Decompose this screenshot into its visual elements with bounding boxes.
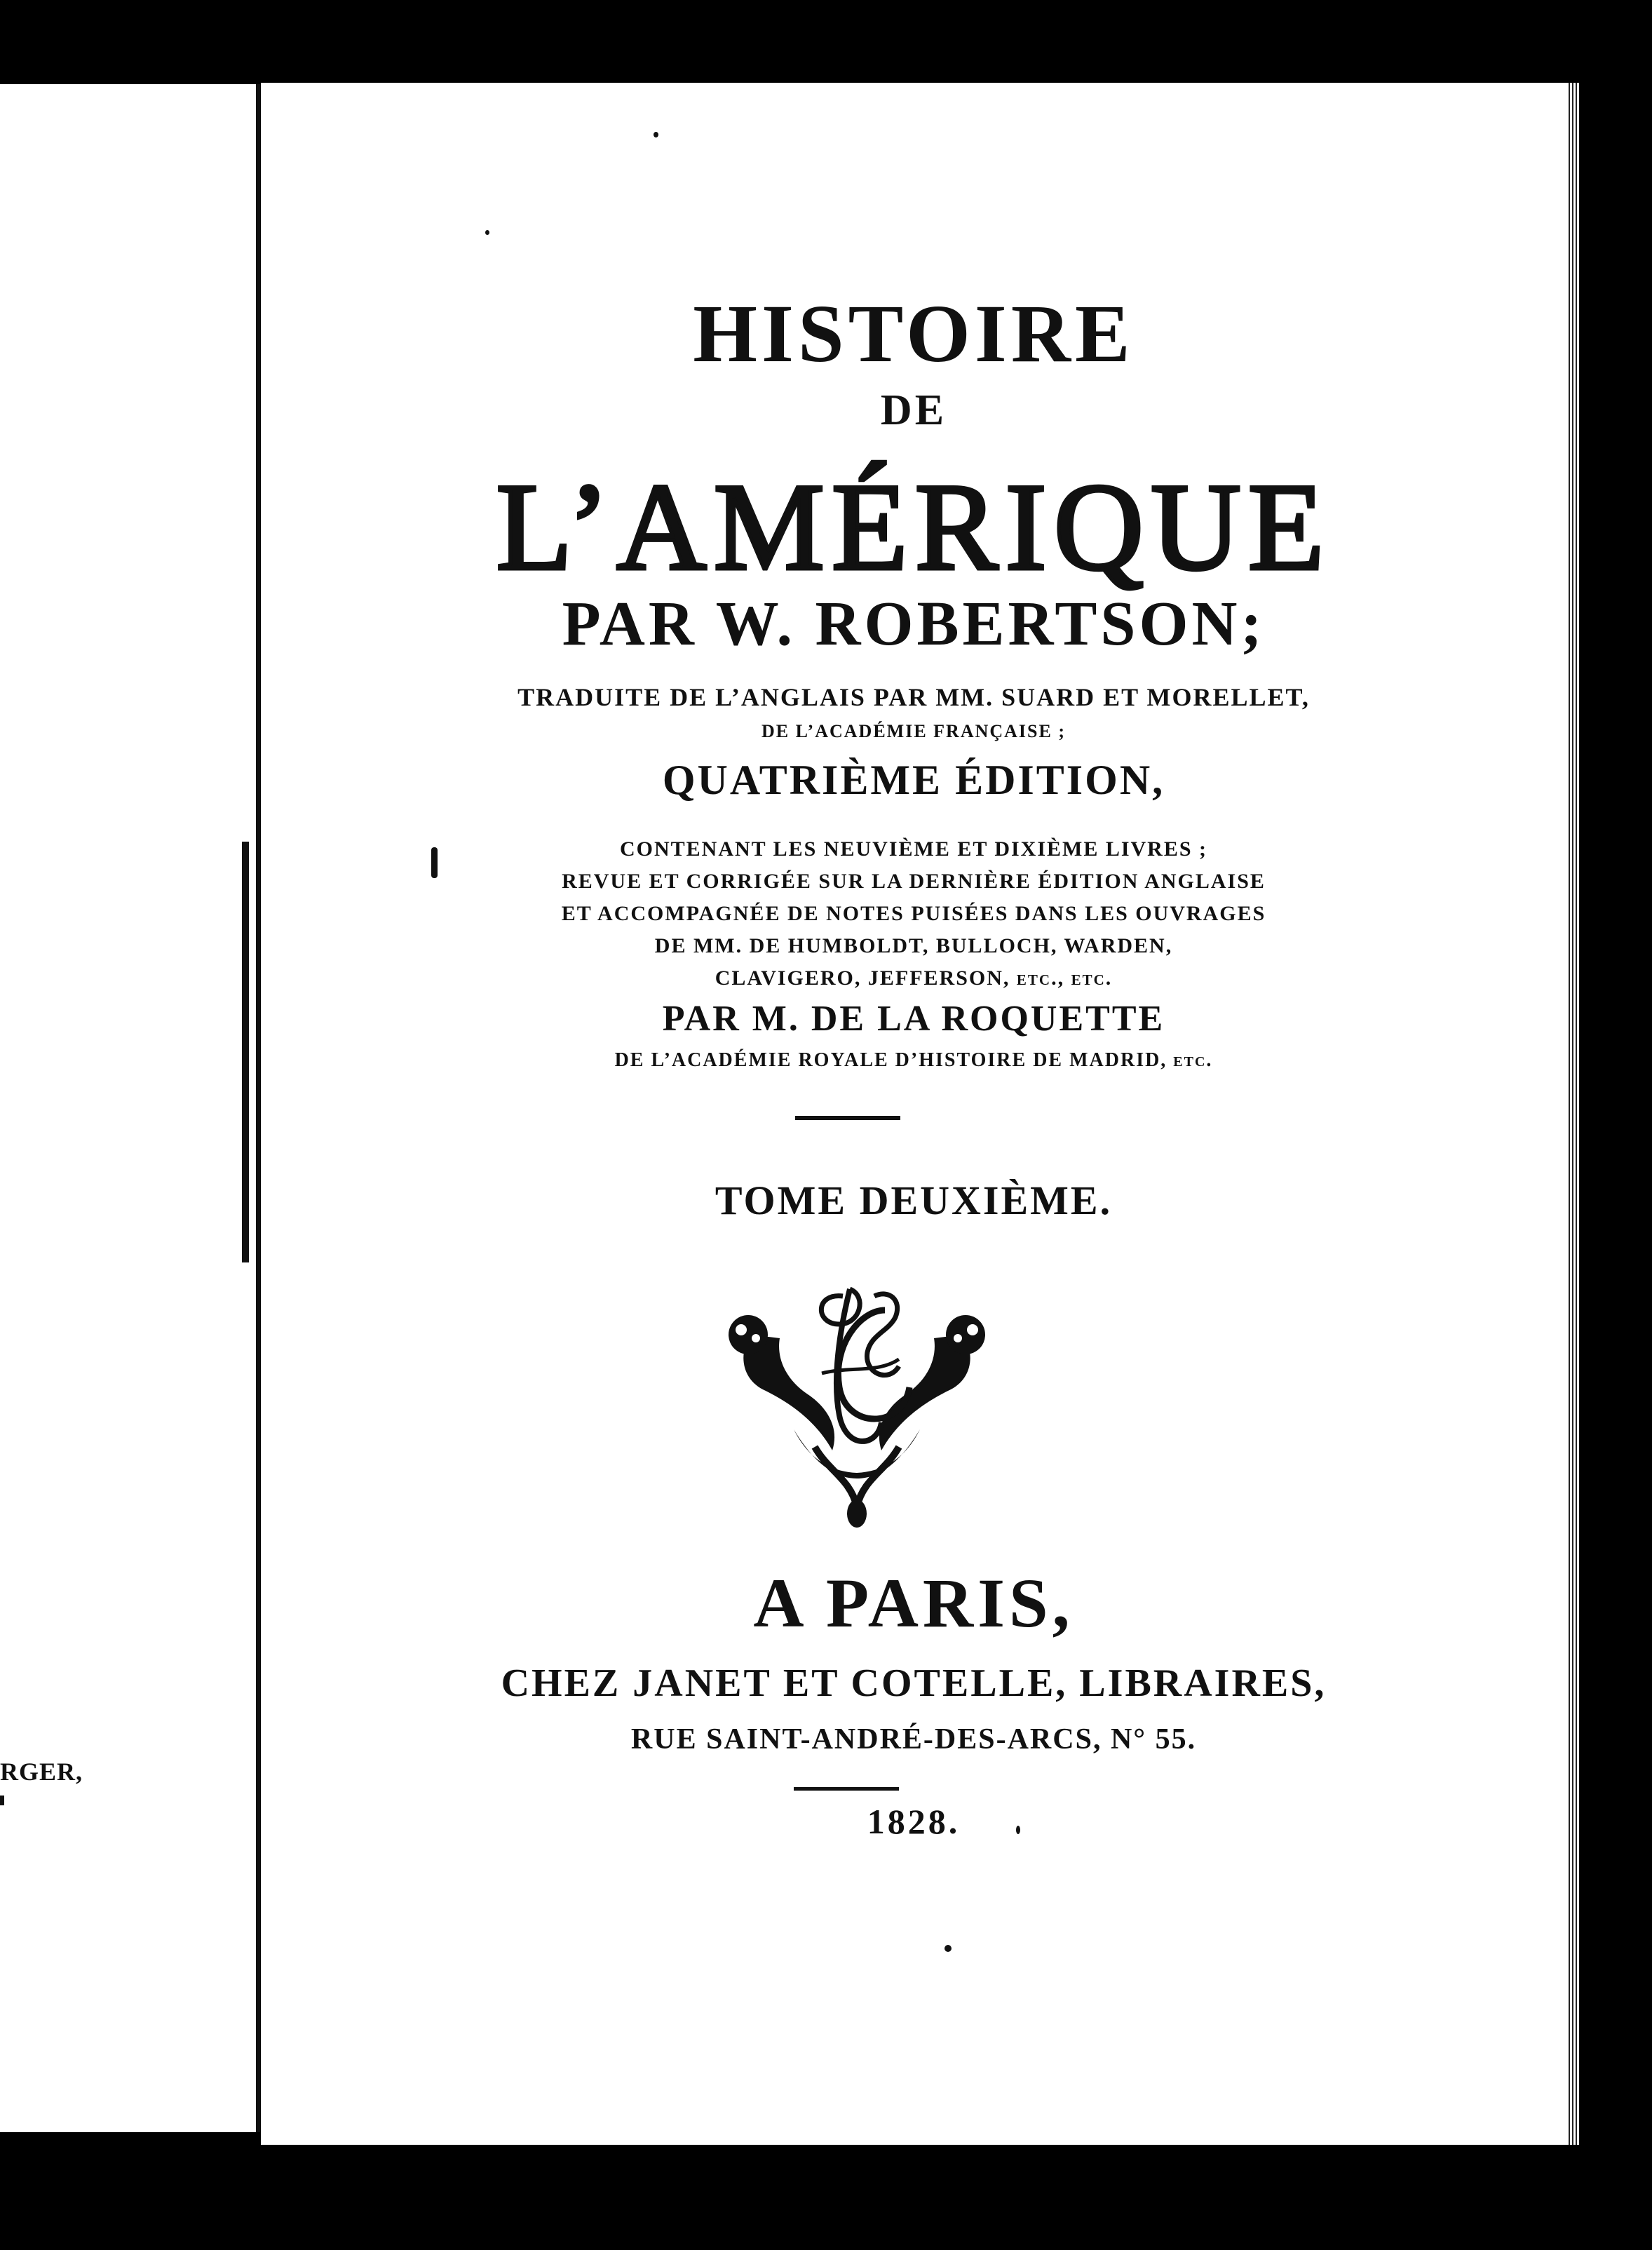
publisher-vignette-ornament bbox=[710, 1268, 1004, 1549]
divider-rule bbox=[795, 1116, 900, 1120]
edition-line: QUATRIÈME ÉDITION, bbox=[662, 757, 1165, 803]
ink-speck bbox=[431, 847, 438, 878]
left-page bbox=[0, 84, 260, 2132]
description-line: DE MM. DE HUMBOLDT, BULLOCH, WARDEN, bbox=[654, 934, 1173, 957]
spine-binding-line bbox=[242, 842, 249, 1262]
ink-speck bbox=[945, 1945, 952, 1952]
translators-line: TRADUITE DE L’ANGLAIS PAR MM. SUARD ET MORELLET, bbox=[517, 683, 1310, 711]
divider-rule-bottom bbox=[794, 1787, 899, 1791]
ink-speck bbox=[485, 230, 489, 235]
author-line: PAR W. ROBERTSON; bbox=[562, 589, 1266, 659]
edition-description bbox=[261, 833, 1566, 995]
left-page-fragment-text: RGER, bbox=[0, 1758, 83, 1786]
description-line: REVUE ET CORRIGÉE SUR LA DERNIÈRE ÉDITION ANGLAISE bbox=[562, 870, 1266, 893]
imprint-place: A PARIS, bbox=[753, 1564, 1074, 1642]
title-line-histoire: HISTOIRE bbox=[693, 288, 1135, 379]
volume-line: TOME DEUXIÈME. bbox=[715, 1178, 1113, 1223]
academy-line: DE L’ACADÉMIE FRANÇAISE ; bbox=[761, 721, 1067, 741]
imprint-year: 1828. bbox=[867, 1802, 961, 1841]
description-line: ET ACCOMPAGNÉE DE NOTES PUISÉES DANS LES OUVRAGES bbox=[561, 902, 1266, 925]
imprint-address: RUE SAINT-ANDRÉ-DES-ARCS, N° 55. bbox=[630, 1723, 1197, 1756]
ink-speck bbox=[1016, 1826, 1020, 1834]
title-line-de: DE bbox=[880, 386, 947, 434]
left-page-fragment-mark bbox=[0, 1796, 4, 1805]
page-edge bbox=[1566, 83, 1579, 2145]
editor-affiliation-line: DE L’ACADÉMIE ROYALE D’HISTOIRE DE MADRID, etc. bbox=[614, 1049, 1213, 1071]
imprint-publisher: CHEZ JANET ET COTELLE, LIBRAIRES, bbox=[501, 1662, 1327, 1705]
editor-line: PAR M. DE LA ROQUETTE bbox=[662, 999, 1165, 1039]
description-line: CONTENANT LES NEUVIÈME ET DIXIÈME LIVRES ; bbox=[619, 837, 1208, 861]
title-page bbox=[261, 83, 1566, 2145]
title-line-amerique: L’AMÉRIQUE bbox=[496, 457, 1332, 596]
description-line: CLAVIGERO, JEFFERSON, etc., etc. bbox=[715, 966, 1113, 990]
ink-speck bbox=[654, 132, 658, 137]
